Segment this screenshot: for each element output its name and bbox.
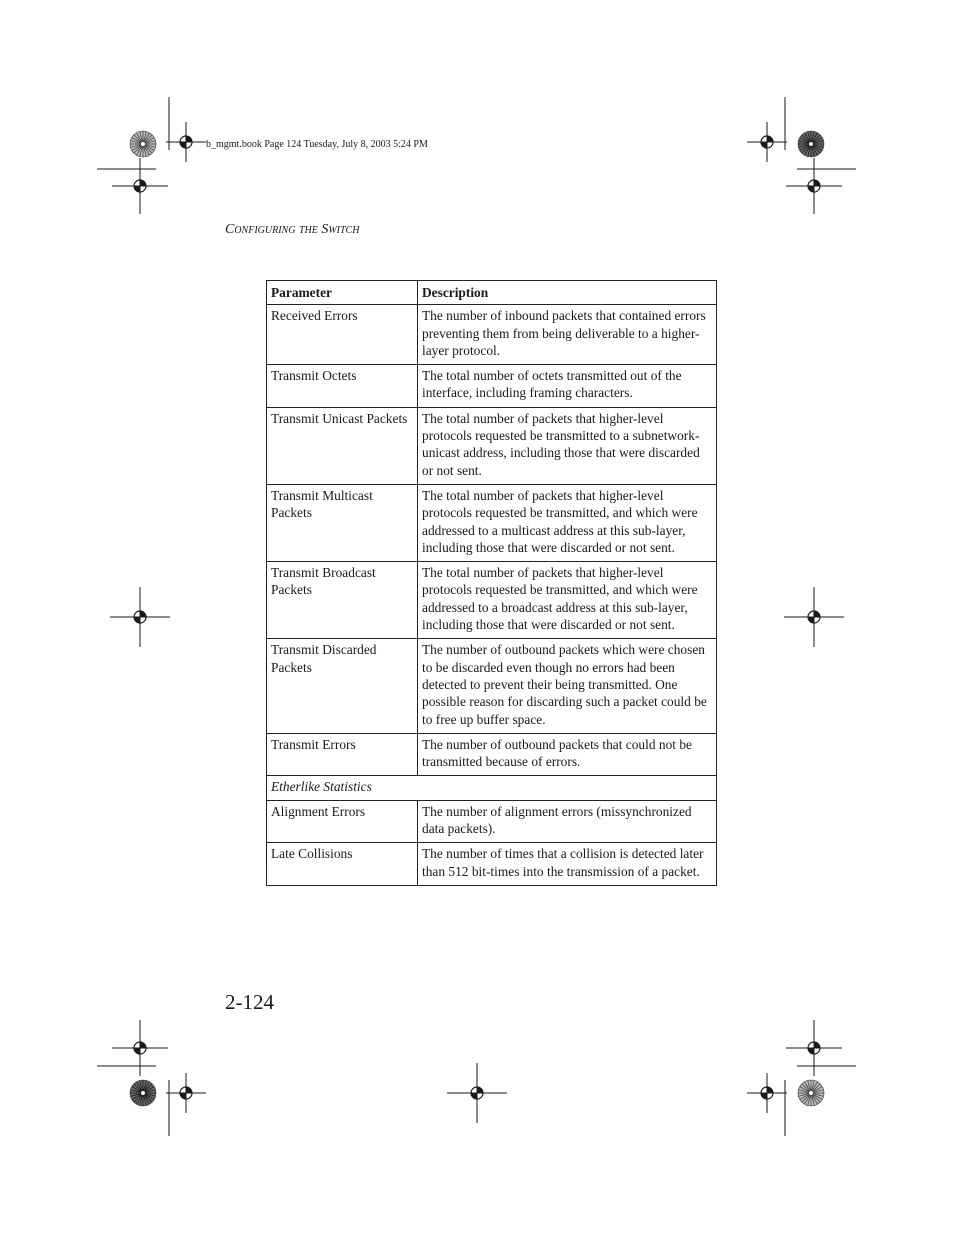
- crosshair-target-icon: [447, 1063, 507, 1123]
- parameter-cell: Transmit Unicast Packets: [267, 407, 418, 484]
- table-row: [267, 843, 717, 886]
- description-cell: The total number of octets transmitted out of the interface, including framing characters.: [418, 365, 717, 408]
- parameter-cell: Transmit Errors: [267, 733, 418, 776]
- page-number: 2-124: [225, 990, 274, 1014]
- parameter-cell: Late Collisions: [267, 843, 418, 886]
- parameter-cell: Transmit Broadcast Packets: [267, 562, 418, 639]
- table-row: [267, 562, 717, 639]
- parameter-table: [266, 280, 717, 886]
- table-row: [267, 639, 717, 733]
- starburst-rosette-icon: [798, 1080, 824, 1106]
- table-row: [267, 305, 717, 365]
- parameter-cell: Received Errors: [267, 305, 418, 365]
- crosshair-target-icon: [110, 587, 170, 647]
- starburst-rosette-icon: [130, 1080, 156, 1106]
- column-header-parameter: Parameter: [267, 281, 418, 305]
- column-header-description: Description: [418, 281, 717, 305]
- parameter-cell: Transmit Multicast Packets: [267, 484, 418, 561]
- parameter-cell: Alignment Errors: [267, 800, 418, 843]
- running-head: Configuring the Switch: [225, 222, 360, 237]
- description-cell: The number of times that a collision is detected later than 512 bit-times into the transmission of a packet.: [418, 843, 717, 886]
- starburst-rosette-icon: [130, 131, 156, 157]
- table-row: [267, 407, 717, 484]
- crosshair-target-icon: [166, 122, 206, 162]
- section-label-etherlike-statistics: Etherlike Statistics: [267, 776, 717, 800]
- description-cell: The number of inbound packets that contained errors preventing them from being deliverable to a higher-layer protocol.: [418, 305, 717, 365]
- crosshair-target-icon: [112, 158, 168, 214]
- description-cell: The total number of packets that higher-level protocols requested be transmitted, and which were addressed to a multicast address at this sub-layer, including those that were discarded or not sent.: [418, 484, 717, 561]
- table-row: [267, 733, 717, 776]
- crosshair-target-icon: [747, 122, 787, 162]
- crosshair-target-icon: [112, 1020, 168, 1076]
- description-cell: The number of outbound packets which were chosen to be discarded even though no errors had been detected to prevent their being transmitted. One possible reason for discarding such a packet could be to free up buffer space.: [418, 639, 717, 733]
- description-cell: The total number of packets that higher-level protocols requested be transmitted to a subnetwork-unicast address, including those that were discarded or not sent.: [418, 407, 717, 484]
- description-cell: The number of outbound packets that could not be transmitted because of errors.: [418, 733, 717, 776]
- crosshair-target-icon: [784, 587, 844, 647]
- crosshair-target-icon: [747, 1073, 787, 1113]
- crosshair-target-icon: [166, 1073, 206, 1113]
- table-row: [267, 800, 717, 843]
- parameter-cell: Transmit Octets: [267, 365, 418, 408]
- table-row: [267, 484, 717, 561]
- table-header-row: [267, 281, 717, 305]
- crosshair-target-icon: [786, 158, 842, 214]
- section-row: [267, 776, 717, 800]
- starburst-rosette-icon: [798, 131, 824, 157]
- description-cell: The number of alignment errors (missynchronized data packets).: [418, 800, 717, 843]
- book-info-header: b_mgmt.book Page 124 Tuesday, July 8, 2003 5:24 PM: [206, 139, 428, 150]
- parameter-cell: Transmit Discarded Packets: [267, 639, 418, 733]
- description-cell: The total number of packets that higher-level protocols requested be transmitted, and which were addressed to a broadcast address at this sub-layer, including those that were discarded or not sent.: [418, 562, 717, 639]
- table-row: [267, 365, 717, 408]
- crosshair-target-icon: [786, 1020, 842, 1076]
